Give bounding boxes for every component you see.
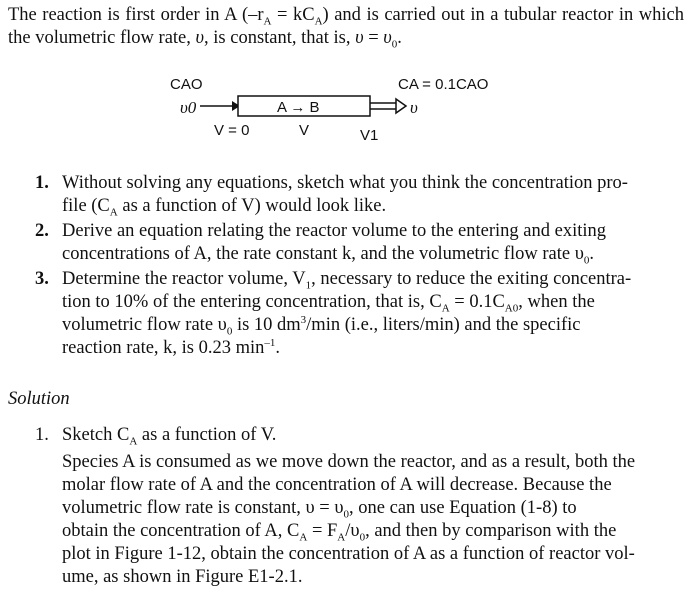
v-mid-label: V: [299, 122, 310, 139]
v-one-label: V1: [360, 127, 379, 144]
question-2-number: 2.: [35, 221, 49, 241]
v0-label: υ0: [180, 98, 197, 117]
solution-heading: Solution: [8, 389, 70, 409]
question-1-number: 1.: [35, 173, 49, 193]
reaction-label: A → B: [277, 99, 320, 116]
question-3: Determine the reactor volume, $V_1$, necessary to reduce the exiting concentra- tion to 10% of the entering concentration, that is, $C_A = 0.1C_{A0}$, when the volumetric flow rate $\upsilon_0$ is 10 $dm^3/\min$ (i.e., liters/min) and the specific reaction rate, k, is 0.23 $\min^{-1}$.: [62, 269, 632, 358]
solution-1-body: Species A is consumed as we move down the reactor, and as a result, both the molar flow rate of A and the concentration of A will decrease. Because the volumetric flow rate is constant, $\upsilon = \upsilon_0$, one can use Equation (1-8) to obtain the concentration of A, $C_A = F_A/\upsilon_0$, and then by comparison with the plot in Figure 1-12, obtain the concentration of A as a function of reactor vol- ume, as shown in Figure E1-2.1.: [62, 452, 636, 587]
ca-exit-label: CA = 0.1CAO: [398, 76, 489, 93]
solution-1-number: 1.: [35, 425, 49, 445]
problem-statement: The reaction is first order in A $(-r_A = kC_A)$ and is carried out in a tubular reactor in which the volumetric flow rate, υ, is constant, that is, $\upsilon = \upsilon_0$.: [8, 5, 684, 51]
question-3-number: 3.: [35, 269, 49, 289]
tubular-reactor-diagram: [0, 60, 691, 160]
outlet-arrowhead: [396, 99, 406, 113]
solution-1-title: Sketch $C_A$ as a function of V.: [62, 425, 277, 448]
v-zero-label: V = 0: [214, 122, 250, 139]
v-exit-label: υ: [410, 98, 418, 117]
question-2: Derive an equation relating the reactor volume to the entering and exiting concentrations of A, the rate constant k, and the volumetric flow rate $\upsilon_0$.: [62, 221, 607, 267]
question-1: Without solving any equations, sketch what you think the concentration pro- file ($C_A$ as a function of V) would look like.: [62, 173, 628, 219]
cao-label: CAO: [170, 76, 203, 93]
